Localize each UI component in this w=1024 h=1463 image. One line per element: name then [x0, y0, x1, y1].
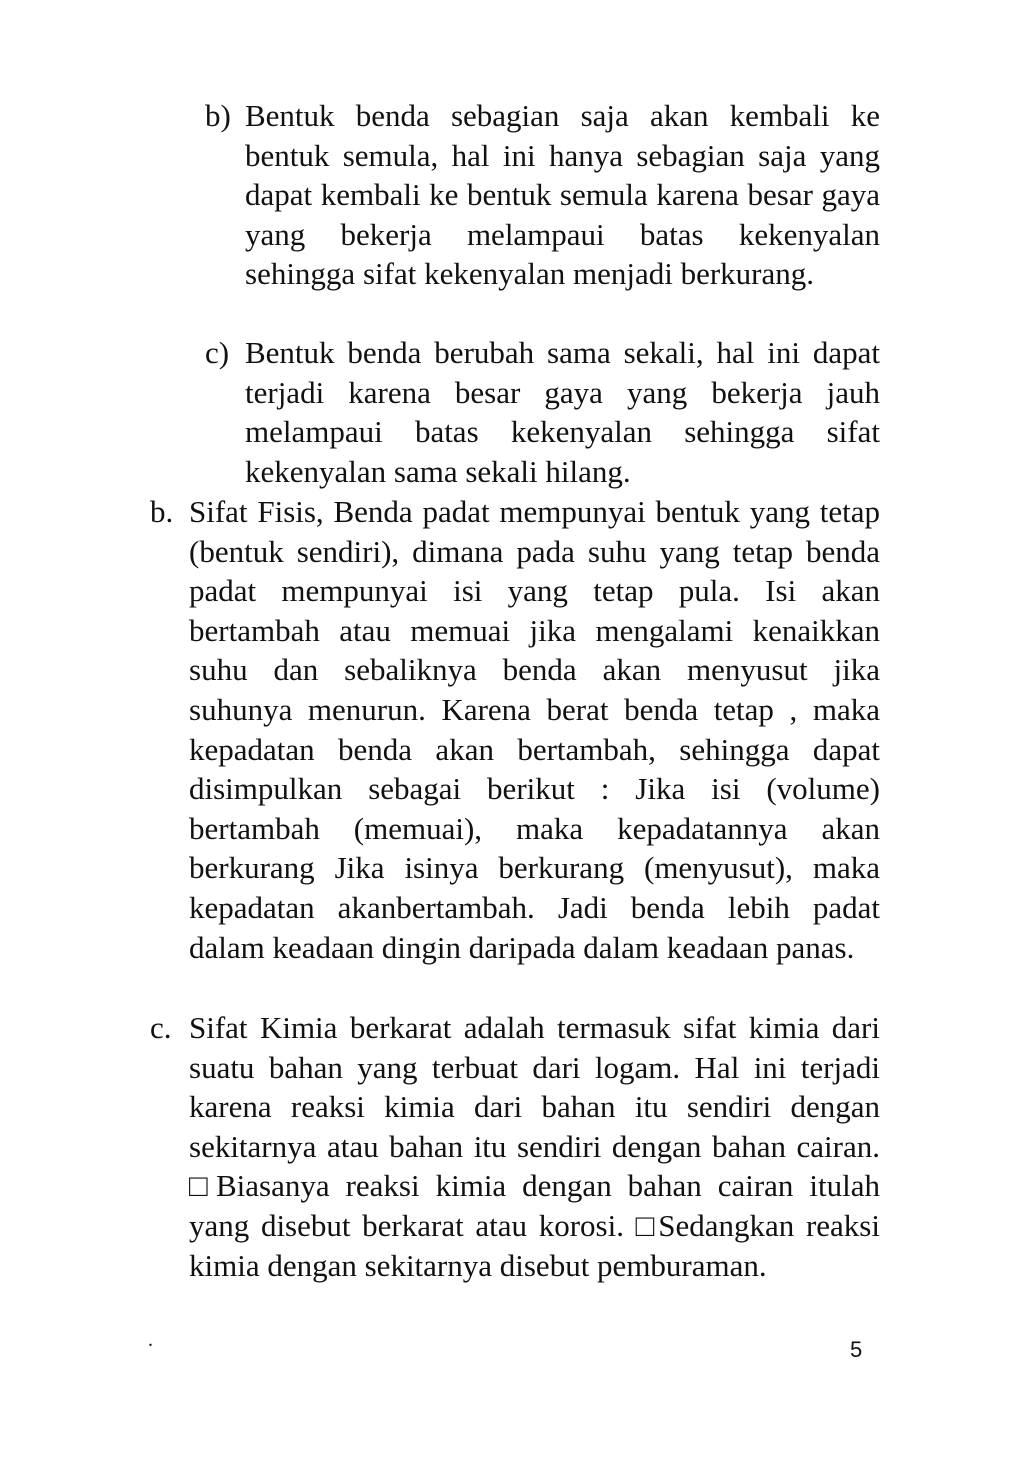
paragraph-sifat-kimia: Sifat Kimia berkarat adalah termasuk sifat kimia dari suatu bahan yang terbuat dari logam. Hal ini terjadi karena reaksi kimia dari bahan itu sendiri dengan sekitarnya atau bahan itu sendiri dengan bahan cairan. □Biasanya reaksi kimia dengan bahan cairan itulah yang disebut berkarat atau korosi. □Sedangkan reaksi kimia dengan sekitarnya disebut pemburaman.	[189, 1010, 880, 1283]
list-marker-sub-c: c)	[205, 335, 230, 370]
list-item-c-sifat-kimia	[150, 1008, 880, 1285]
footer-dot: .	[148, 1329, 153, 1351]
list-marker-c: c.	[150, 1010, 172, 1045]
paragraph-sub-c: Bentuk benda berubah sama sekali, hal ini dapat terjadi karena besar gaya yang bekerja jauh melampaui batas kekenyalan sehingga sifat kekenyalan sama sekali hilang.	[245, 335, 880, 489]
list-item-sub-c	[205, 333, 880, 491]
page-number: 5	[850, 1337, 863, 1362]
list-marker-b: b.	[150, 494, 174, 529]
paragraph-sifat-fisis: Sifat Fisis, Benda padat mempunyai bentuk yang tetap (bentuk sendiri), dimana pada suhu yang tetap benda padat mempunyai isi yang tetap pula. Isi akan bertambah atau memuai jika mengalami kenaikkan suhu dan sebaliknya benda akan menyusut jika suhunya menurun. Karena berat benda tetap , maka kepadatan benda akan bertambah, sehingga dapat disimpulkan sebagai berikut : Jika isi (volume) bertambah (memuai), maka kepadatannya akan berkurang Jika isinya berkurang (menyusut), maka kepadatan akanbertambah. Jadi benda lebih padat dalam keadaan dingin daripada dalam keadaan panas.	[189, 494, 880, 965]
paragraph-sub-b: Bentuk benda sebagian saja akan kembali ke bentuk semula, hal ini hanya sebagian saja yang dapat kembali ke bentuk semula karena besar gaya yang bekerja melampaui batas kekenyalan sehingga sifat kekenyalan menjadi berkurang.	[245, 98, 880, 292]
list-item-b-sifat-fisis	[150, 492, 880, 967]
list-item-sub-b	[205, 96, 880, 294]
list-marker-sub-b: b)	[205, 98, 231, 133]
